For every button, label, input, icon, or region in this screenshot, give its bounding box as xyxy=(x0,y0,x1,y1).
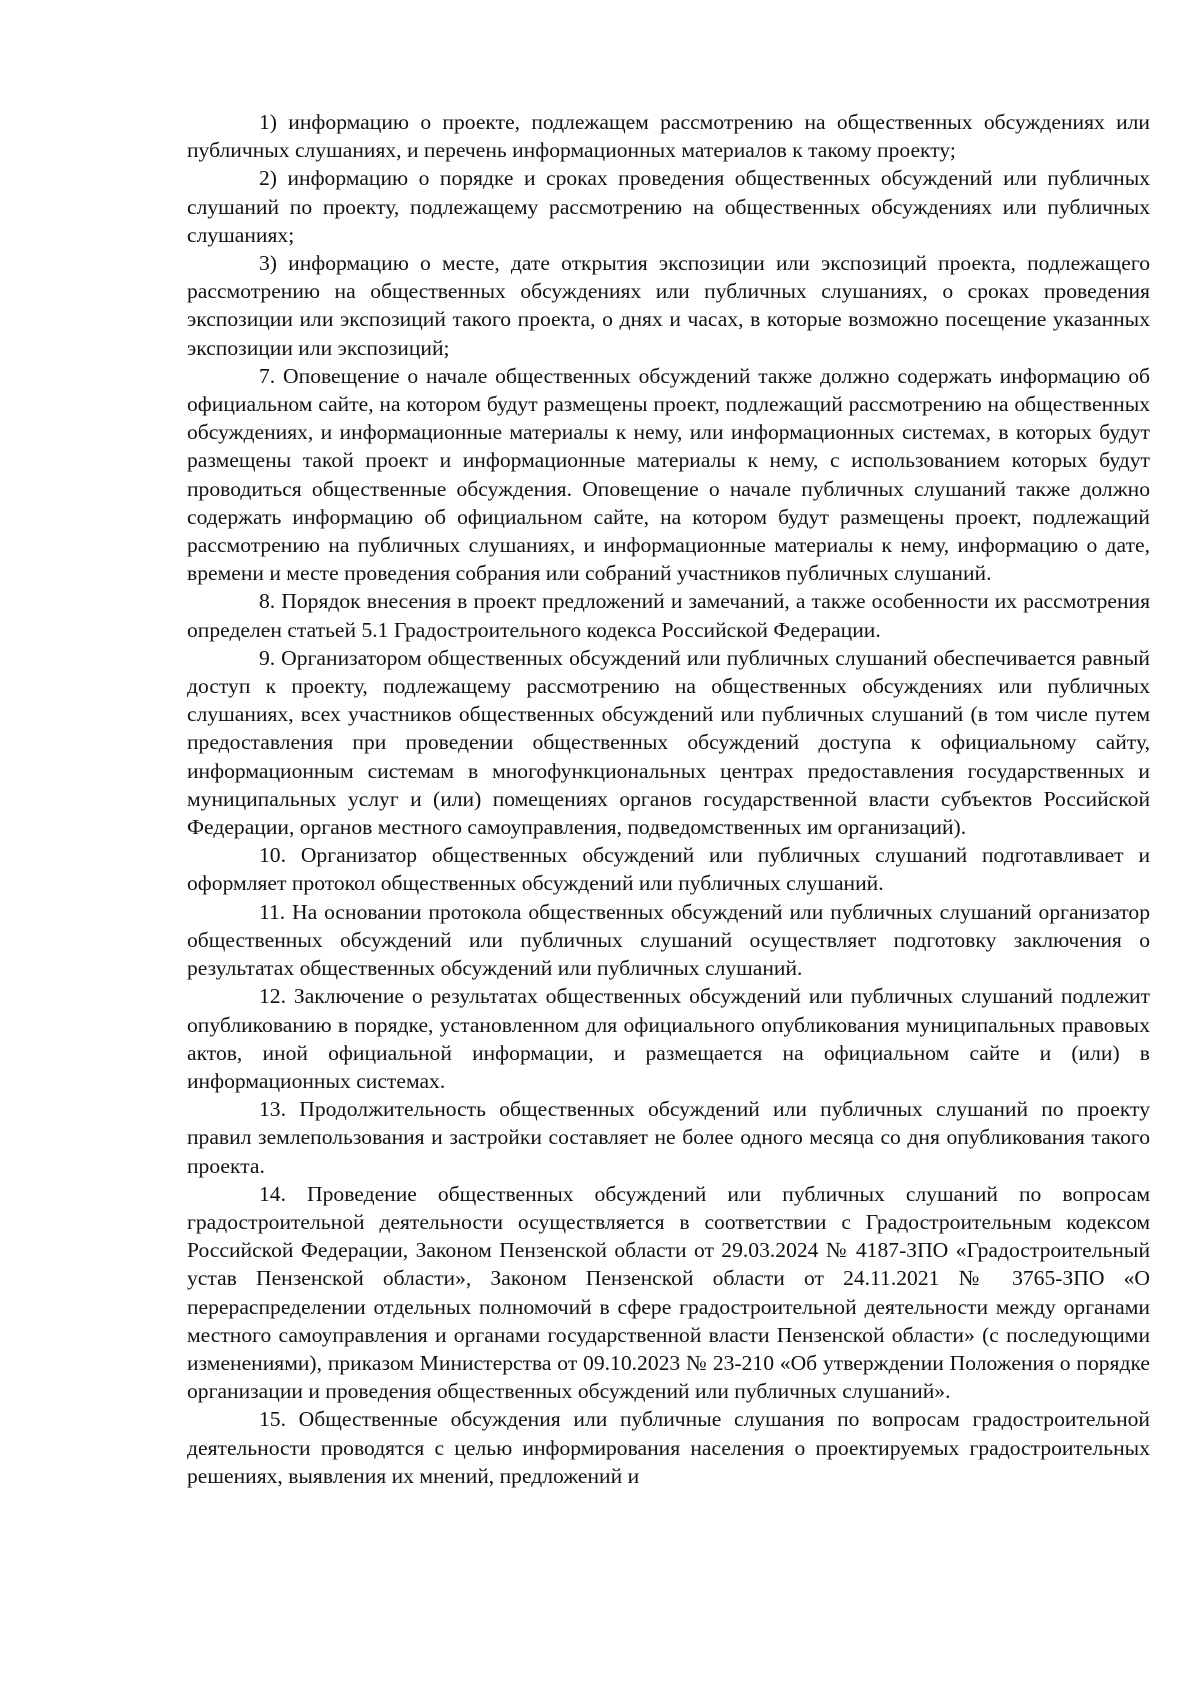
paragraph-7: 7. Оповещение о начале общественных обсуждений также должно содержать информацию об официальном сайте, на котором будут размещены проект, подлежащий рассмотрению на общественных обсуждениях, и информационные материалы к нему, или информационных системах, в которых будут размещены такой проект и информационные материалы к нему, с использованием которых будут проводиться общественные обсуждения. Оповещение о начале публичных слушаний также должно содержать информацию об официальном сайте, на котором будут размещены проект, подлежащий рассмотрению на публичных слушаниях, и информационные материалы к нему, информацию о дате, времени и месте проведения собрания или собраний участников публичных слушаний. xyxy=(187,363,1150,586)
document-page xyxy=(187,108,1150,1490)
paragraph-13: 13. Продолжительность общественных обсуждений или публичных слушаний по проекту правил землепользования и застройки составляет не более одного месяца со дня опубликования такого проекта. xyxy=(187,1097,1150,1178)
paragraph-item-2: 2) информацию о порядке и сроках проведения общественных обсуждений или публичных слушаний по проекту, подлежащему рассмотрению на общественных обсуждениях или публичных слушаниях; xyxy=(187,166,1150,247)
paragraph-9: 9. Организатором общественных обсуждений или публичных слушаний обеспечивается равный доступ к проекту, подлежащему рассмотрению на общественных обсуждениях или публичных слушаниях, всех участников общественных обсуждений или публичных слушаний (в том числе путем предоставления при проведении общественных обсуждений доступа к официальному сайту, информационным системам в многофункциональных центрах предоставления государственных и муниципальных услуг и (или) помещениях органов государственной власти субъектов Российской Федерации, органов местного самоуправления, подведомственных им организаций). xyxy=(187,645,1150,840)
paragraph-10: 10. Организатор общественных обсуждений или публичных слушаний подготавливает и оформляет протокол общественных обсуждений или публичных слушаний. xyxy=(187,843,1150,896)
paragraph-8: 8. Порядок внесения в проект предложений и замечаний, а также особенности их рассмотрения определен статьей 5.1 Градостроительного кодекса Российской Федерации. xyxy=(187,589,1150,642)
paragraph-12: 12. Заключение о результатах общественных обсуждений или публичных слушаний подлежит опубликованию в порядке, установленном для официального опубликования муниципальных правовых актов, иной официальной информации, и размещается на официальном сайте и (или) в информационных системах. xyxy=(187,984,1150,1093)
paragraph-11: 11. На основании протокола общественных обсуждений или публичных слушаний организатор общественных обсуждений или публичных слушаний осуществляет подготовку заключения о результатах общественных обсуждений или публичных слушаний. xyxy=(187,899,1150,981)
paragraph-item-3: 3) информацию о месте, дате открытия экспозиции или экспозиций проекта, подлежащего рассмотрению на общественных обсуждениях или публичных слушаниях, о сроках проведения экспозиции или экспозиций такого проекта, о днях и часах, в которые возможно посещение указанных экспозиции или экспозиций; xyxy=(187,251,1150,360)
paragraph-14: 14. Проведение общественных обсуждений или публичных слушаний по вопросам градостроительной деятельности осуществляется в соответствии с Градостроительным кодексом Российской Федерации, Законом Пензенской области от 29.03.2024 № 4187-ЗПО «Градостроительный устав Пензенской области», Законом Пензенской области от 24.11.2021 № 3765-ЗПО «О перераспределении отдельных полномочий в сфере градостроительной деятельности между органами местного самоуправления и органами государственной власти Пензенской области» (с последующими изменениями), приказом Министерства от 09.10.2023 № 23-210 «Об утверждении Положения о порядке организации и проведения общественных обсуждений или публичных слушаний». xyxy=(187,1181,1150,1404)
paragraph-item-1: 1) информацию о проекте, подлежащем рассмотрению на общественных обсуждениях или публичных слушаниях, и перечень информационных материалов к такому проекту; xyxy=(187,110,1150,163)
paragraph-15: 15. Общественные обсуждения или публичные слушания по вопросам градостроительной деятельности проводятся с целью информирования населения о проектируемых градостроительных решениях, выявления их мнений, предложений и xyxy=(187,1407,1150,1488)
